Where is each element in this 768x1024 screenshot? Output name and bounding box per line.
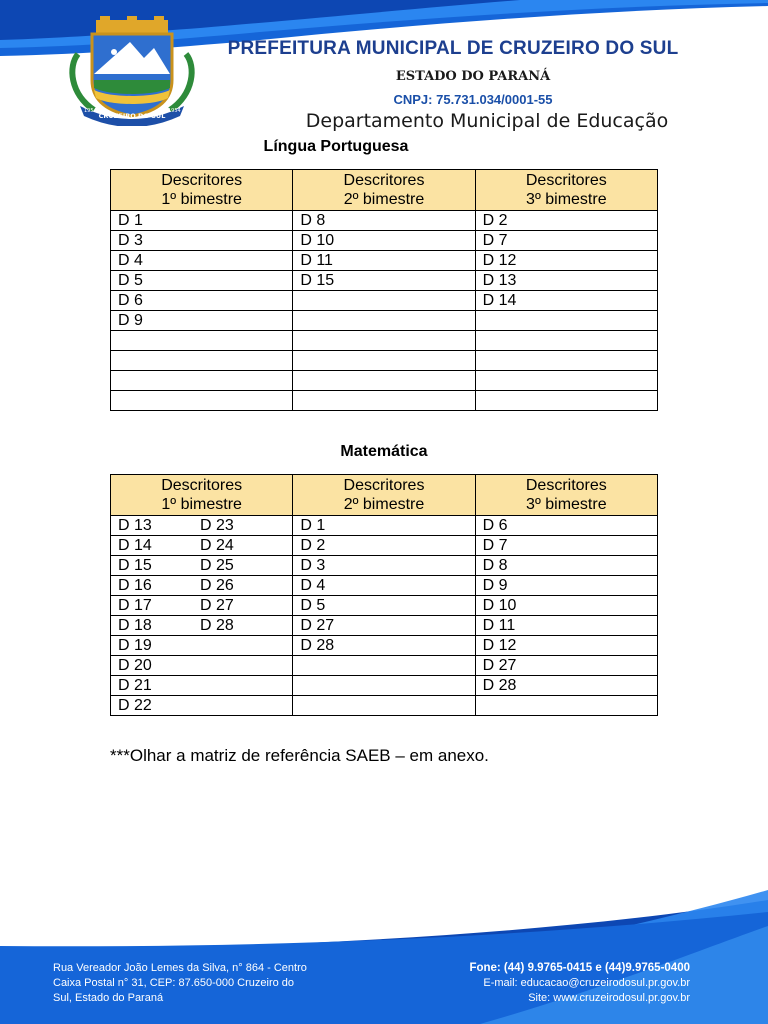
table-cell — [475, 391, 657, 411]
column-header-3rd-bimester: Descritores 3º bimestre — [475, 170, 657, 211]
table-cell: D 3 — [111, 231, 293, 251]
table-cell: D 7 — [475, 536, 657, 556]
table-row — [111, 636, 658, 656]
table-cell: D 12 — [475, 251, 657, 271]
table-row — [111, 516, 658, 536]
table-cell: D 5 — [293, 596, 475, 616]
descriptor-code: D 21 — [118, 677, 152, 694]
table-cell: D 6 — [111, 291, 293, 311]
table-row — [111, 311, 658, 331]
descriptor-code: D 22 — [118, 697, 152, 714]
table-row — [111, 231, 658, 251]
math-descriptors-table — [110, 474, 658, 716]
table-cell: D 27 — [293, 616, 475, 636]
table-row — [111, 331, 658, 351]
portuguese-descriptors-table — [110, 169, 658, 411]
saeb-reference-note: ***Olhar a matriz de referência SAEB – em anexo. — [110, 746, 489, 765]
table-row — [111, 616, 658, 636]
table-row — [111, 676, 658, 696]
footer-contacts — [380, 961, 690, 1006]
table-cell — [475, 371, 657, 391]
column-header-1st-bimester: Descritores 1º bimestre — [111, 170, 293, 211]
descriptor-code: D 27 — [200, 597, 234, 614]
descriptor-code: D 20 — [118, 657, 152, 674]
table-cell: D 9 — [111, 311, 293, 331]
table-row — [111, 271, 658, 291]
municipal-crest-icon — [64, 14, 200, 126]
table-row — [111, 291, 658, 311]
table-cell: D 3 — [293, 556, 475, 576]
table-cell: D 7 — [475, 231, 657, 251]
table-cell — [293, 351, 475, 371]
table-cell — [293, 656, 475, 676]
table-row — [111, 656, 658, 676]
table-cell: D 2 — [293, 536, 475, 556]
descriptor-code: D 25 — [200, 557, 234, 574]
crest-year-left: 1954 — [84, 108, 97, 114]
table-cell — [111, 636, 293, 656]
table-cell: D 28 — [293, 636, 475, 656]
footer-phone: Fone: (44) 9.9765-0415 e (44)9.9765-0400 — [469, 962, 690, 974]
table-cell: D 1 — [111, 211, 293, 231]
table-row — [111, 696, 658, 716]
table-cell: D 4 — [293, 576, 475, 596]
math-section-title: Matemática — [340, 443, 428, 460]
table-row — [111, 371, 658, 391]
table-row — [111, 251, 658, 271]
table-cell: D 10 — [293, 231, 475, 251]
descriptor-code: D 26 — [200, 577, 234, 594]
descriptor-code: D 28 — [200, 617, 234, 634]
table-cell — [293, 331, 475, 351]
table-cell: D 8 — [475, 556, 657, 576]
table-cell: D 8 — [293, 211, 475, 231]
table-cell — [293, 311, 475, 331]
prefecture-title: PREFEITURA MUNICIPAL DE CRUZEIRO DO SUL — [227, 38, 679, 59]
table-cell: D 28 — [475, 676, 657, 696]
table-cell: D 6 — [475, 516, 657, 536]
table-cell: D 13 — [475, 271, 657, 291]
table-cell — [293, 391, 475, 411]
table-cell — [111, 536, 293, 556]
portuguese-section-title: Língua Portuguesa — [263, 138, 409, 155]
table-cell — [475, 311, 657, 331]
table-cell — [475, 331, 657, 351]
table-row — [111, 211, 658, 231]
table-cell — [111, 391, 293, 411]
cnpj-text: CNPJ: 75.731.034/0001-55 — [393, 92, 553, 107]
crest-ribbon-text: CRUZEIRO DO SUL — [98, 112, 166, 120]
descriptor-code: D 14 — [118, 537, 152, 554]
descriptor-code: D 17 — [118, 597, 152, 614]
column-header-3rd-bimester: Descritores 3º bimestre — [475, 475, 657, 516]
crest-year-right: 1954 — [168, 108, 181, 114]
table-cell: D 11 — [293, 251, 475, 271]
table-cell: D 5 — [111, 271, 293, 291]
table-cell — [111, 576, 293, 596]
footer-site: Site: www.cruzeirodosul.pr.gov.br — [528, 992, 690, 1004]
table-cell — [111, 656, 293, 676]
table-cell — [111, 516, 293, 536]
table-cell — [475, 696, 657, 716]
column-header-2nd-bimester: Descritores 2º bimestre — [293, 475, 475, 516]
descriptor-code: D 18 — [118, 617, 152, 634]
table-header-row — [111, 170, 658, 211]
table-row — [111, 576, 658, 596]
table-row — [111, 351, 658, 371]
descriptor-code: D 23 — [200, 517, 234, 534]
descriptor-code: D 15 — [118, 557, 152, 574]
table-cell: D 4 — [111, 251, 293, 271]
table-row — [111, 536, 658, 556]
table-cell: D 14 — [475, 291, 657, 311]
table-cell: D 27 — [475, 656, 657, 676]
table-cell — [111, 331, 293, 351]
table-cell — [293, 696, 475, 716]
table-cell — [293, 676, 475, 696]
table-cell — [111, 676, 293, 696]
descriptor-code: D 16 — [118, 577, 152, 594]
table-cell — [293, 291, 475, 311]
descriptor-code: D 13 — [118, 517, 152, 534]
table-cell — [111, 371, 293, 391]
table-cell — [111, 596, 293, 616]
table-cell: D 2 — [475, 211, 657, 231]
table-cell: D 1 — [293, 516, 475, 536]
column-header-1st-bimester: Descritores 1º bimestre — [111, 475, 293, 516]
table-cell — [111, 696, 293, 716]
table-cell: D 9 — [475, 576, 657, 596]
table-cell — [111, 351, 293, 371]
table-cell — [111, 556, 293, 576]
table-row — [111, 391, 658, 411]
column-header-2nd-bimester: Descritores 2º bimestre — [293, 170, 475, 211]
table-row — [111, 596, 658, 616]
table-cell — [475, 351, 657, 371]
descriptor-code: D 19 — [118, 637, 152, 654]
table-row — [111, 556, 658, 576]
department-name: Departamento Municipal de Educação — [305, 110, 669, 132]
table-cell: D 10 — [475, 596, 657, 616]
table-cell — [111, 616, 293, 636]
descriptor-code: D 24 — [200, 537, 234, 554]
table-cell — [293, 371, 475, 391]
state-name: ESTADO DO PARANÁ — [395, 69, 551, 84]
footer-email: E-mail: educacao@cruzeirodosul.pr.gov.br — [483, 977, 690, 989]
table-header-row — [111, 475, 658, 516]
footer-address: Rua Vereador João Lemes da Silva, n° 864 - Centro Caixa Postal n° 31, CEP: 87.650-000 Cruzeiro do Sul, Estado do Paraná — [53, 962, 307, 1004]
table-cell: D 11 — [475, 616, 657, 636]
table-cell: D 15 — [293, 271, 475, 291]
table-cell: D 12 — [475, 636, 657, 656]
